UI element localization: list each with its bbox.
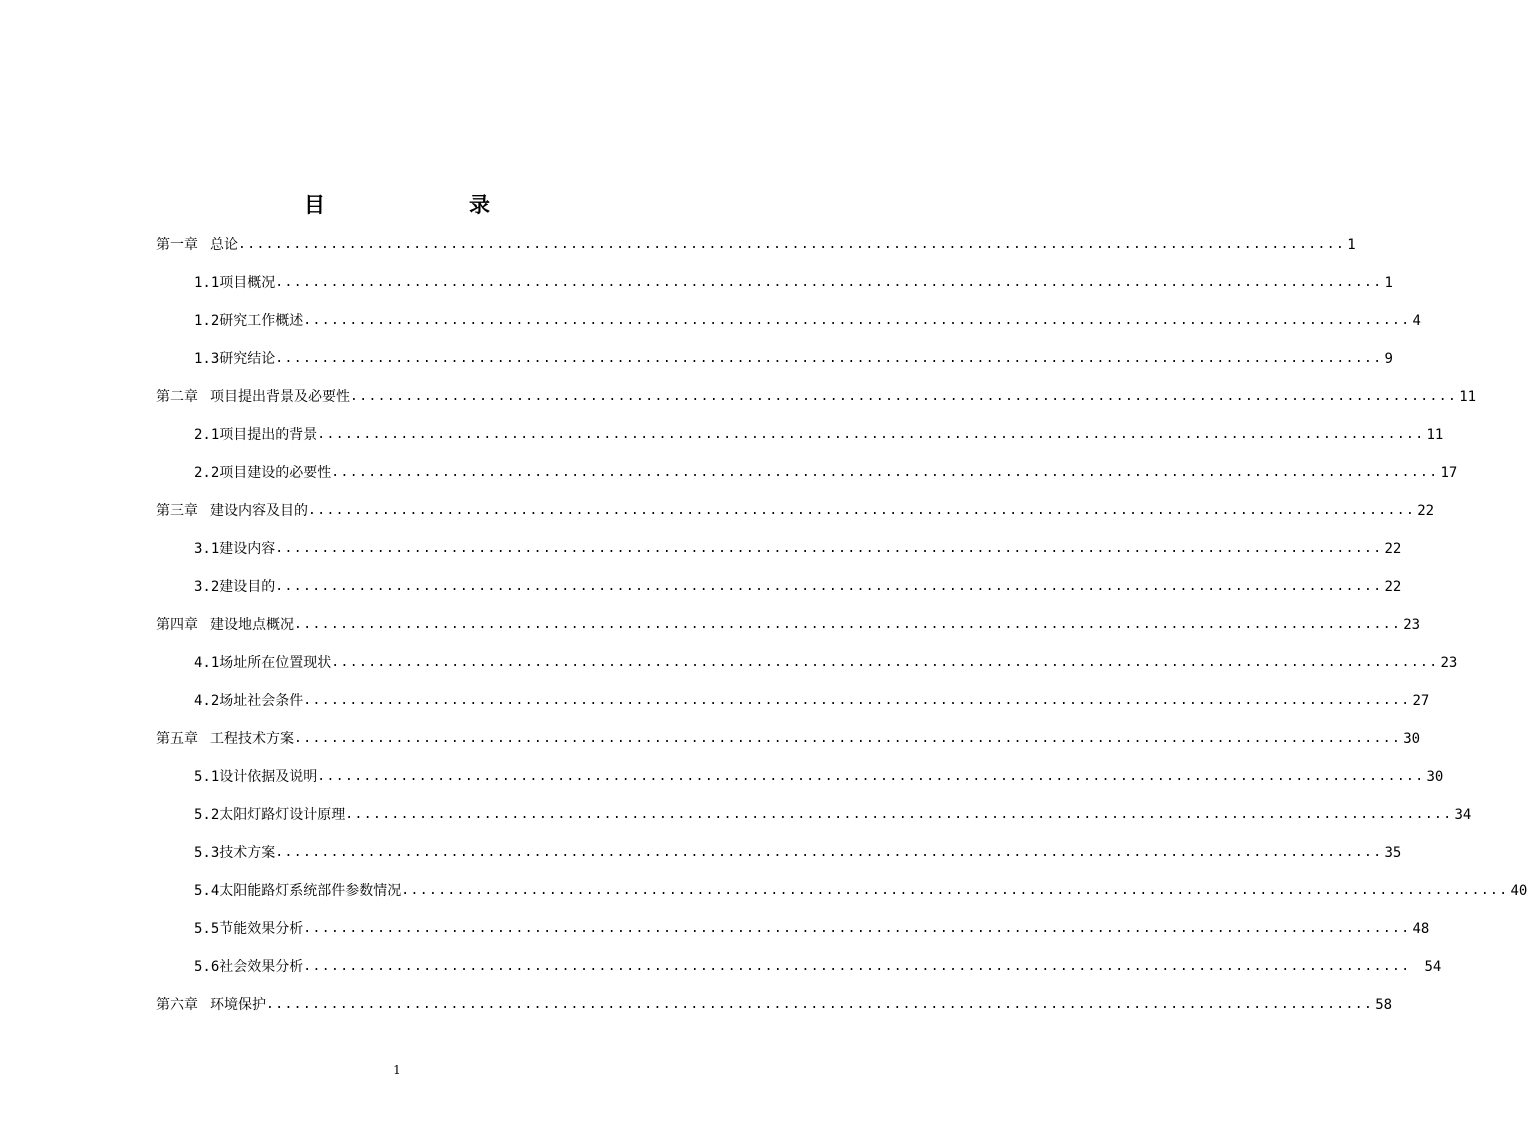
dot-leader: ........................................................................................................................	[317, 427, 1425, 442]
toc-section-5-2[interactable]	[194, 801, 1472, 825]
dot-leader: ........................................................................................................................	[303, 693, 1411, 708]
section-title: 场址所在位置现状	[219, 655, 332, 671]
footer-page-number: 1	[393, 1063, 401, 1077]
toc-chapter-2[interactable]	[156, 383, 1477, 407]
toc-section-5-3[interactable]	[194, 839, 1402, 863]
dot-leader: ........................................................................................................................	[317, 769, 1425, 784]
page-number: 22	[1417, 503, 1435, 519]
page-number: 27	[1412, 693, 1430, 709]
toc-section-3-2[interactable]	[194, 573, 1402, 597]
section-title: 研究结论	[219, 351, 276, 367]
dot-leader: ........................................................................................................................	[275, 275, 1383, 290]
dot-leader: ........................................................................................................................	[294, 731, 1402, 746]
section-number: 5.1	[194, 769, 220, 785]
page-number: 1	[1347, 237, 1356, 253]
toc-section-1-1[interactable]	[194, 269, 1393, 293]
dot-leader: ........................................................................................................................	[303, 313, 1411, 328]
section-title: 太阳灯路灯设计原理	[219, 807, 346, 823]
section-title: 社会效果分析	[219, 959, 304, 975]
section-number: 4.1	[194, 655, 220, 671]
toc-section-1-2[interactable]	[194, 307, 1421, 331]
dot-leader: ........................................................................................................................	[331, 465, 1439, 480]
dot-leader: ........................................................................................................................	[303, 959, 1411, 974]
dot-leader: ........................................................................................................................	[238, 237, 1346, 252]
page-number: 1	[1384, 275, 1393, 291]
page-number: 30	[1403, 731, 1421, 747]
section-title: 项目概况	[219, 275, 276, 291]
section-number: 1.2	[194, 313, 220, 329]
section-title: 项目建设的必要性	[219, 465, 332, 481]
page-number: 34	[1454, 807, 1472, 823]
page-number: 58	[1375, 997, 1393, 1013]
section-number: 5.4	[194, 883, 220, 899]
toc-chapter-1[interactable]	[156, 231, 1356, 255]
page-number: 11	[1426, 427, 1444, 443]
section-number: 4.2	[194, 693, 220, 709]
toc-section-2-2[interactable]	[194, 459, 1458, 483]
page-title: 目 录	[304, 193, 524, 217]
dot-leader: ........................................................................................................................	[275, 351, 1383, 366]
chapter-label: 第三章	[156, 503, 198, 519]
toc-chapter-5[interactable]	[156, 725, 1421, 749]
page-number: 23	[1403, 617, 1421, 633]
toc-section-2-1[interactable]	[194, 421, 1444, 445]
toc-section-4-2[interactable]	[194, 687, 1430, 711]
section-number: 5.6	[194, 959, 220, 975]
toc-section-1-3[interactable]	[194, 345, 1393, 369]
toc-section-5-5[interactable]	[194, 915, 1430, 939]
section-title: 研究工作概述	[219, 313, 304, 329]
dot-leader: ........................................................................................................................	[345, 807, 1453, 822]
page-number: 35	[1384, 845, 1402, 861]
section-title: 场址社会条件	[219, 693, 304, 709]
page-number: 48	[1412, 921, 1430, 937]
chapter-label: 第四章	[156, 617, 198, 633]
section-title: 设计依据及说明	[219, 769, 318, 785]
section-title: 节能效果分析	[219, 921, 304, 937]
section-title: 建设内容	[219, 541, 276, 557]
page-number: 22	[1384, 579, 1402, 595]
page-number: 4	[1412, 313, 1421, 329]
section-title: 项目提出的背景	[219, 427, 318, 443]
toc-section-4-1[interactable]	[194, 649, 1458, 673]
dot-leader: ........................................................................................................................	[275, 845, 1383, 860]
section-title: 技术方案	[219, 845, 276, 861]
dot-leader: ........................................................................................................................	[308, 503, 1416, 518]
section-number: 5.3	[194, 845, 220, 861]
page-number: 40	[1510, 883, 1527, 899]
page-number: 11	[1459, 389, 1477, 405]
chapter-title: 总论	[210, 237, 238, 253]
section-title: 太阳能路灯系统部件参数情况	[219, 883, 402, 899]
section-number: 2.2	[194, 465, 220, 481]
page-number: 23	[1440, 655, 1458, 671]
section-title: 建设目的	[219, 579, 276, 595]
chapter-title: 建设地点概况	[210, 617, 294, 633]
chapter-title: 工程技术方案	[210, 731, 294, 747]
section-number: 5.2	[194, 807, 220, 823]
section-number: 1.3	[194, 351, 220, 367]
toc-chapter-6[interactable]	[156, 991, 1393, 1015]
toc-chapter-4[interactable]	[156, 611, 1421, 635]
chapter-label: 第五章	[156, 731, 198, 747]
section-number: 3.1	[194, 541, 220, 557]
toc-section-5-1[interactable]	[194, 763, 1444, 787]
dot-leader: ........................................................................................................................	[294, 617, 1402, 632]
dot-leader: ........................................................................................................................	[275, 541, 1383, 556]
chapter-label: 第六章	[156, 997, 198, 1013]
dot-leader: ........................................................................................................................	[266, 997, 1374, 1012]
dot-leader: ........................................................................................................................	[275, 579, 1383, 594]
dot-leader: ........................................................................................................................	[303, 921, 1411, 936]
chapter-label: 第一章	[156, 237, 198, 253]
toc-section-5-4[interactable]	[194, 877, 1527, 901]
chapter-title: 项目提出背景及必要性	[210, 389, 350, 405]
dot-leader: ........................................................................................................................	[350, 389, 1458, 404]
dot-leader: ........................................................................................................................	[401, 883, 1509, 898]
section-number: 1.1	[194, 275, 220, 291]
section-number: 5.5	[194, 921, 220, 937]
page-number: 9	[1384, 351, 1393, 367]
dot-leader: ........................................................................................................................	[331, 655, 1439, 670]
section-number: 3.2	[194, 579, 220, 595]
toc-section-5-6[interactable]	[194, 953, 1442, 977]
page-number: 30	[1426, 769, 1444, 785]
chapter-label: 第二章	[156, 389, 198, 405]
page-number: 17	[1440, 465, 1458, 481]
page-number: 54	[1424, 959, 1442, 975]
section-number: 2.1	[194, 427, 220, 443]
page-number: 22	[1384, 541, 1402, 557]
chapter-title: 环境保护	[210, 997, 266, 1013]
chapter-title: 建设内容及目的	[210, 503, 308, 519]
toc-chapter-3[interactable]	[156, 497, 1435, 521]
toc-section-3-1[interactable]	[194, 535, 1402, 559]
